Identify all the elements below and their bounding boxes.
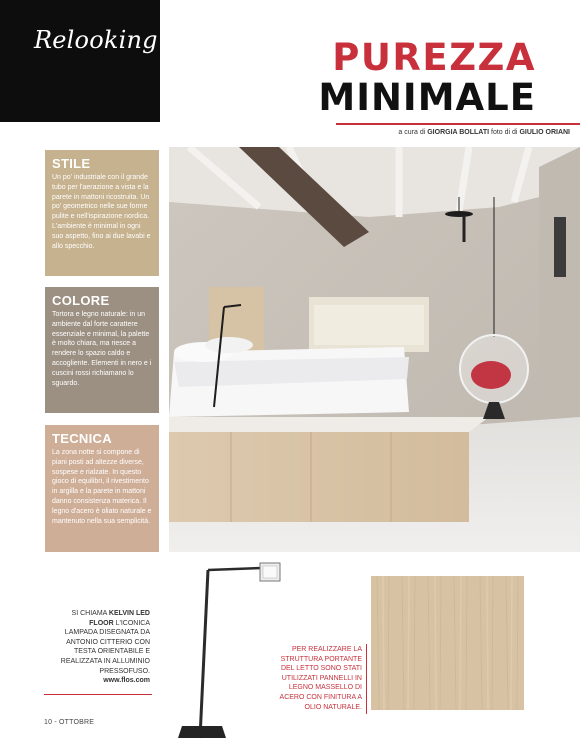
page-folio: 10 - OTTOBRE	[44, 719, 95, 726]
wood-caption-divider	[366, 644, 367, 714]
title-divider	[336, 123, 580, 125]
tecnica-heading: TECNICA	[52, 431, 112, 446]
colore-heading: COLORE	[52, 293, 110, 308]
section-tag: Relooking	[34, 26, 158, 54]
stile-box	[45, 150, 159, 276]
lamp-url-link[interactable]: www.flos.com	[103, 677, 150, 685]
section-header-block	[0, 0, 160, 122]
colore-box	[45, 287, 159, 413]
credits-photo-prefix: foto di di	[491, 129, 518, 136]
stile-body: Un po' industriale con il grande tubo per l'aerazione a vista e la parete in mattoni ricostruita. Un po' geometrico nelle sue forme pulite e nell'ispirazione nordica. L'ambiente è minimal in ogni suo aspetto, fino ai due lavabi e allo specchio.	[52, 174, 151, 250]
lamp-caption	[58, 609, 150, 686]
credits-curated-prefix: a cura di	[398, 129, 426, 136]
credits-photographer: GIULIO ORIANI	[519, 129, 570, 136]
lamp-name: KELVIN LED FLOOR	[89, 610, 150, 627]
tecnica-body: La zona notte si compone di piani posti ad altezze diverse, sospese e rialzate. In questo gioco di equilibri, il rivestimento in argilla e la parete in mattoni danno consistenza materica. Il legno d'acero è oliato naturale e mantenuto nella sua semplicità.	[52, 449, 152, 525]
stile-heading: STILE	[52, 156, 91, 171]
colore-body: Tortora e legno naturale: in un ambiente dal forte carattere essenziale e minimal, la palette è molto chiara, ma riesce a rendere lo spazio caldo e accogliente. Elementi in nero e i cuscini rossi richiamano lo sguardo.	[52, 311, 152, 387]
maple-wood-swatch	[371, 576, 524, 710]
lamp-caption-divider	[44, 694, 152, 695]
maple-wood-texture	[371, 576, 524, 710]
lamp-caption-pre: SI CHIAMA	[71, 610, 107, 617]
article-title-line-2: MINIMALE	[318, 76, 536, 119]
article-title-line-1: PUREZZA	[332, 36, 536, 79]
lamp-caption-post: L'ICONICA LAMPADA DISEGNATA DA ANTONIO CITTERIO CON TESTA ORIENTABILE E REALIZZATA IN ALLUMINIO PRESSOFUSO.	[60, 619, 150, 675]
bedroom-illustration	[169, 147, 580, 552]
tecnica-box	[45, 425, 159, 552]
article-credits	[398, 129, 570, 136]
wood-caption: PER REALIZZARE LA STRUTTURA PORTANTE DEL LETTO SONO STATI UTILIZZATI PANNELLI IN LEGNO MASSELLO DI ACERO CON FINITURA A OLIO NATURALE.	[279, 646, 362, 711]
bedroom-photo	[169, 147, 580, 552]
credits-author: GIORGIA BOLLATI	[427, 129, 490, 136]
